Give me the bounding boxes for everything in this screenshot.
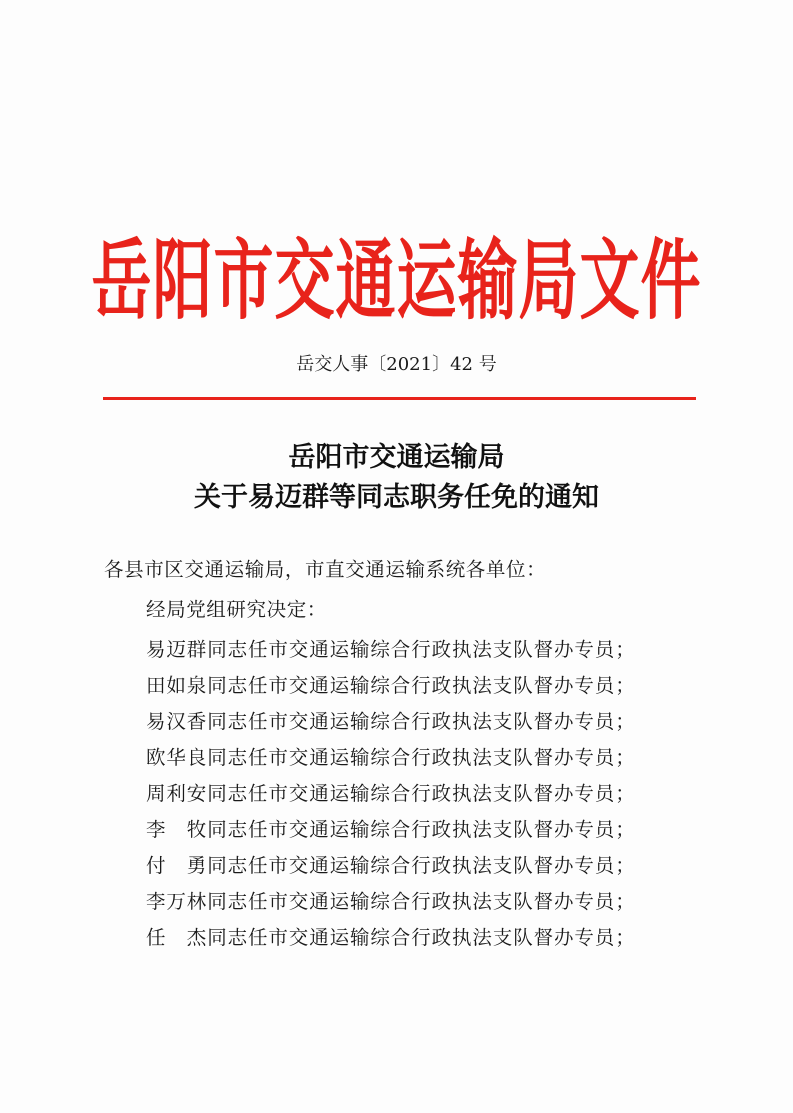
appointment-line: 田如泉同志任市交通运输综合行政执法支队督办专员； xyxy=(146,674,636,697)
notice-title-line-2: 关于易迈群等同志职务任免的通知 xyxy=(194,482,599,513)
intro-line: 经局党组研究决定： xyxy=(146,598,327,621)
appointment-line: 李 牧同志任市交通运输综合行政执法支队督办专员； xyxy=(146,818,636,841)
appointment-line: 易汉香同志任市交通运输综合行政执法支队督办专员； xyxy=(146,710,636,733)
appointment-line: 易迈群同志任市交通运输综合行政执法支队督办专员； xyxy=(146,638,636,661)
document-number: 岳交人事〔2021〕42 号 xyxy=(296,354,497,375)
appointment-line: 周利安同志任市交通运输综合行政执法支队督办专员； xyxy=(146,782,636,805)
addressee-line: 各县市区交通运输局，市直交通运输系统各单位： xyxy=(104,558,547,581)
appointment-line: 任 杰同志任市交通运输综合行政执法支队督办专员； xyxy=(146,926,636,949)
appointment-line: 李万林同志任市交通运输综合行政执法支队督办专员； xyxy=(146,890,636,913)
appointment-line: 付 勇同志任市交通运输综合行政执法支队督办专员； xyxy=(146,854,636,877)
red-divider xyxy=(103,397,696,400)
appointment-line: 欧华良同志任市交通运输综合行政执法支队督办专员； xyxy=(146,746,636,769)
masthead-title: 岳阳市交通运输局文件 xyxy=(91,230,702,333)
notice-title-line-1: 岳阳市交通运输局 xyxy=(288,442,505,473)
